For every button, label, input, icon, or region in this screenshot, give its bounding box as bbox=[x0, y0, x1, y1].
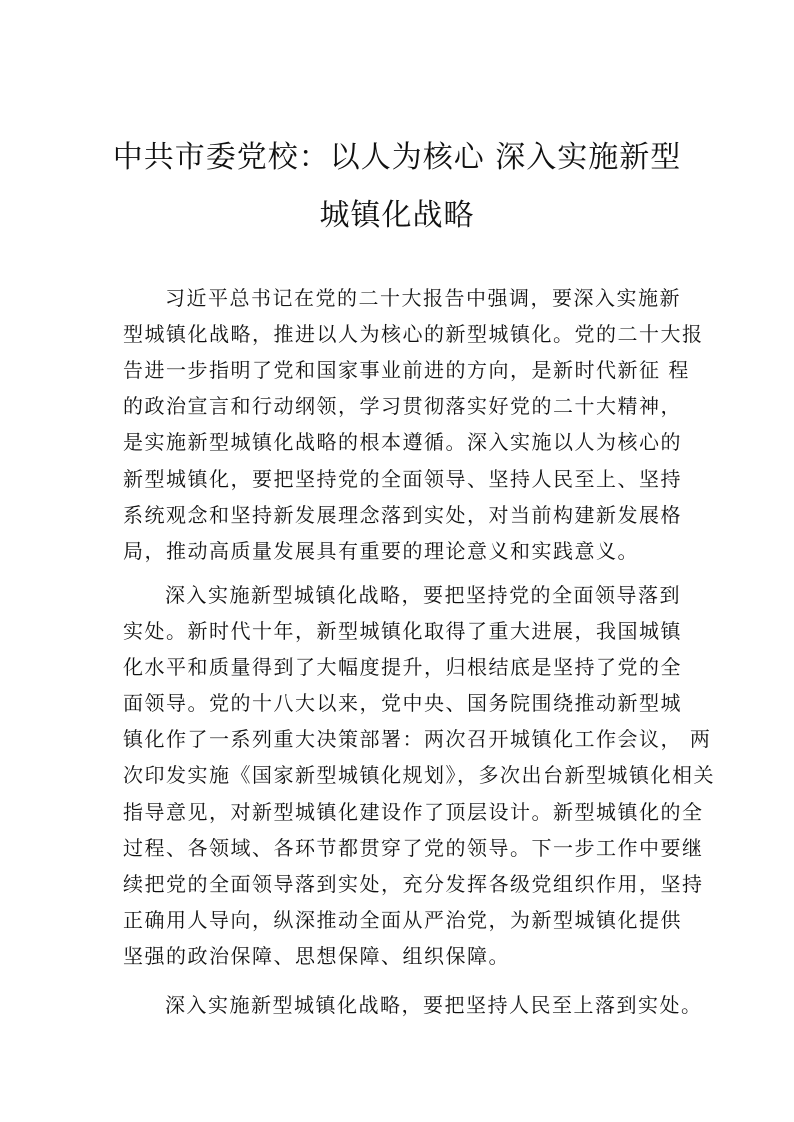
body-text-line: 化水平和质量得到了大幅度提升，归根结底是坚持了党的全 bbox=[123, 655, 682, 679]
body-text-line: 深入实施新型城镇化战略，要把坚持人民至上落到实处。 bbox=[165, 993, 703, 1017]
body-text-line: 坚强的政治保障、思想保障、组织保障。 bbox=[123, 944, 510, 968]
body-text-line: 续把党的全面领导落到实处，充分发挥各级党组织作用，坚持 bbox=[123, 872, 704, 896]
body-text-line: 面领导。党的十八大以来，党中央、国务院围绕推动新型城 bbox=[123, 691, 682, 715]
body-text-line: 的政治宣言和行动纲领，学习贯彻落实好党的二十大精神， bbox=[123, 394, 682, 418]
body-text-line: 指导意见，对新型城镇化建设作了顶层设计。新型城镇化的全 bbox=[123, 800, 704, 824]
body-text-line: 习近平总书记在党的二十大报告中强调，要深入实施新 bbox=[165, 286, 681, 310]
body-text-line: 告进一步指明了党和国家事业前进的方向，是新时代新征 程 bbox=[123, 358, 690, 382]
body-text-line: 镇化作了一系列重大决策部署：两次召开城镇化工作会议， 两 bbox=[123, 727, 712, 751]
body-text-line: 型城镇化战略，推进以人为核心的新型城镇化。党的二十大报 bbox=[123, 322, 704, 346]
body-text-line: 新型城镇化，要把坚持党的全面领导、坚持人民至上、坚持 bbox=[123, 467, 682, 491]
document-title-line-2: 城镇化战略 bbox=[319, 198, 475, 233]
body-text-line: 次印发实施《国家新型城镇化规划》，多次出台新型城镇化相关 bbox=[123, 763, 715, 787]
body-text-line: 系统观念和坚持新发展理念落到实处，对当前构建新发展格 bbox=[123, 503, 682, 527]
document-title-line-1: 中共市委党校：以人为核心 深入实施新型 bbox=[112, 140, 682, 175]
body-text-line: 局，推动高质量发展具有重要的理论意义和实践意义。 bbox=[123, 539, 639, 563]
body-text-line: 实处。新时代十年，新型城镇化取得了重大进展，我国城镇 bbox=[123, 619, 682, 643]
body-text-line: 是实施新型城镇化战略的根本遵循。深入实施以人为核心的 bbox=[123, 430, 682, 454]
body-text-line: 过程、各领域、各环节都贯穿了党的领导。下一步工作中要继 bbox=[123, 836, 704, 860]
body-text-line: 正确用人导向，纵深推动全面从严治党，为新型城镇化提供 bbox=[123, 908, 682, 932]
body-text-line: 深入实施新型城镇化战略，要把坚持党的全面领导落到 bbox=[165, 583, 681, 607]
